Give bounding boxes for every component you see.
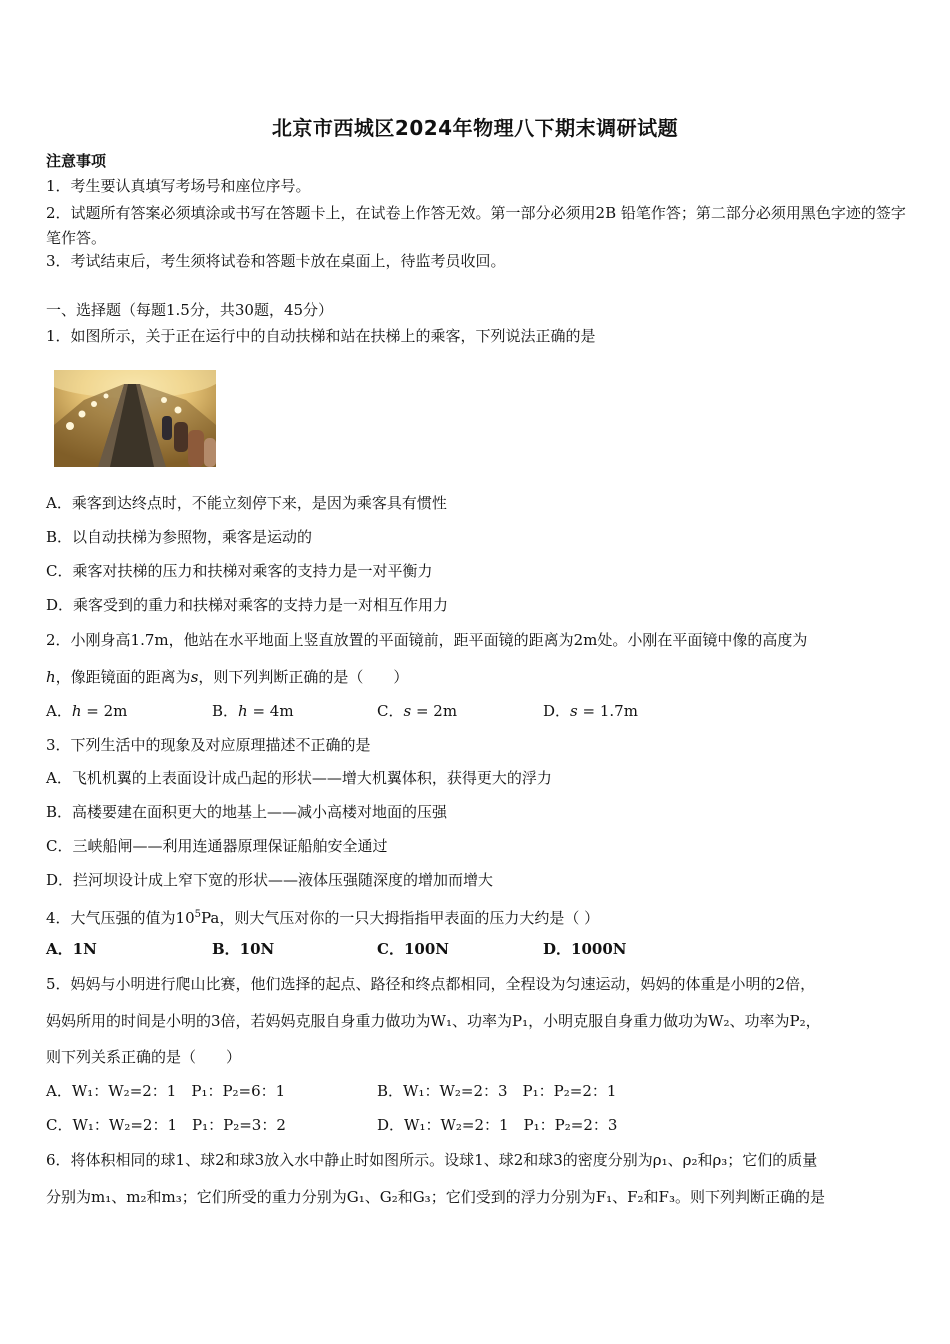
option-a: A．飞机机翼的上表面设计成凸起的形状——增大机翼体积，获得更大的浮力 bbox=[46, 769, 552, 787]
option-c: C．W₁：W₂=2：1 P₁：P₂=3：2 bbox=[46, 1116, 286, 1134]
notice-item: 3．考试结束后，考生须将试卷和答题卡放在桌面上，待监考员收回。 bbox=[46, 252, 506, 270]
question-1-stem: 1．如图所示，关于正在运行中的自动扶梯和站在扶梯上的乘客，下列说法正确的是 bbox=[46, 327, 596, 345]
section-heading: 一、选择题（每题1.5分，共30题，45分） bbox=[46, 301, 334, 319]
notice-heading: 注意事项 bbox=[46, 152, 107, 170]
question-3-stem: 3．下列生活中的现象及对应原理描述不正确的是 bbox=[46, 736, 371, 754]
option-a: A．W₁：W₂=2：1 P₁：P₂=6：1 bbox=[46, 1082, 286, 1100]
option-b: B．10N bbox=[212, 940, 275, 958]
question-5-stem-cont: 妈妈所用的时间是小明的3倍，若妈妈克服自身重力做功为W₁、功率为P₁，小明克服自身重力做功为W₂、功率为P₂， bbox=[46, 1012, 821, 1030]
page-title: 北京市西城区2024年物理八下期末调研试题 bbox=[271, 116, 679, 140]
question-4-stem: 4．大气压强的值为$10^5Pa$，则大气压对你的一只大拇指指甲表面的压力大约是（ ） bbox=[46, 909, 600, 927]
question-2-stem: 2．小刚身高1.7m，他站在水平地面上竖直放置的平面镜前，距平面镜的距离为2m处。小刚在平面镜中像的高度为 bbox=[46, 631, 808, 649]
option-b: B．W₁：W₂=2：3 P₁：P₂=2：1 bbox=[377, 1082, 617, 1100]
option-b: B．以自动扶梯为参照物，乘客是运动的 bbox=[46, 528, 313, 546]
option-b: B．高楼要建在面积更大的地基上——减小高楼对地面的压强 bbox=[46, 803, 448, 821]
question-5-stem-cont: 则下列关系正确的是（ ） bbox=[46, 1048, 242, 1066]
option-a: A．乘客到达终点时，不能立刻停下来，是因为乘客具有惯性 bbox=[46, 494, 447, 512]
question-2-stem-cont: h，像距镜面的距离为s，则下列判断正确的是（ ） bbox=[46, 668, 409, 686]
option-d: D．乘客受到的重力和扶梯对乘客的支持力是一对相互作用力 bbox=[46, 596, 449, 614]
question-6-stem: 6．将体积相同的球1、球2和球3放入水中静止时如图所示。设球1、球2和球3的密度分别为ρ₁、ρ₂和ρ₃；它们的质量 bbox=[46, 1151, 818, 1169]
escalator-photo bbox=[54, 370, 216, 467]
option-a: A．1N bbox=[46, 940, 97, 958]
option-d: D．拦河坝设计成上窄下宽的形状——液体压强随深度的增加而增大 bbox=[46, 871, 494, 889]
option-c: C．100N bbox=[377, 940, 449, 958]
option-d: D．W₁：W₂=2：1 P₁：P₂=2：3 bbox=[377, 1116, 618, 1134]
option-c: C．乘客对扶梯的压力和扶梯对乘客的支持力是一对平衡力 bbox=[46, 562, 433, 580]
option-c: C．s = 2m bbox=[377, 702, 458, 720]
option-a: A．h = 2m bbox=[46, 702, 128, 720]
option-d: D．s = 1.7m bbox=[543, 702, 638, 720]
question-5-stem: 5．妈妈与小明进行爬山比赛，他们选择的起点、路径和终点都相同，全程设为匀速运动，妈妈的体重是小明的2倍， bbox=[46, 975, 816, 993]
question-6-stem-cont: 分别为m₁、m₂和m₃；它们所受的重力分别为G₁、G₂和G₃；它们受到的浮力分别为F₁、F₂和F₃。则下列判断正确的是 bbox=[46, 1188, 825, 1206]
option-d: D．1000N bbox=[543, 940, 627, 958]
notice-item: 2．试题所有答案必须填涂或书写在答题卡上，在试卷上作答无效。第一部分必须用2B 铅笔作答；第二部分必须用黑色字迹的签字笔作答。 bbox=[46, 204, 906, 247]
notice-item: 1．考生要认真填写考场号和座位序号。 bbox=[46, 177, 311, 195]
option-c: C．三峡船闸——利用连通器原理保证船舶安全通过 bbox=[46, 837, 388, 855]
option-b: B．h = 4m bbox=[212, 702, 294, 720]
